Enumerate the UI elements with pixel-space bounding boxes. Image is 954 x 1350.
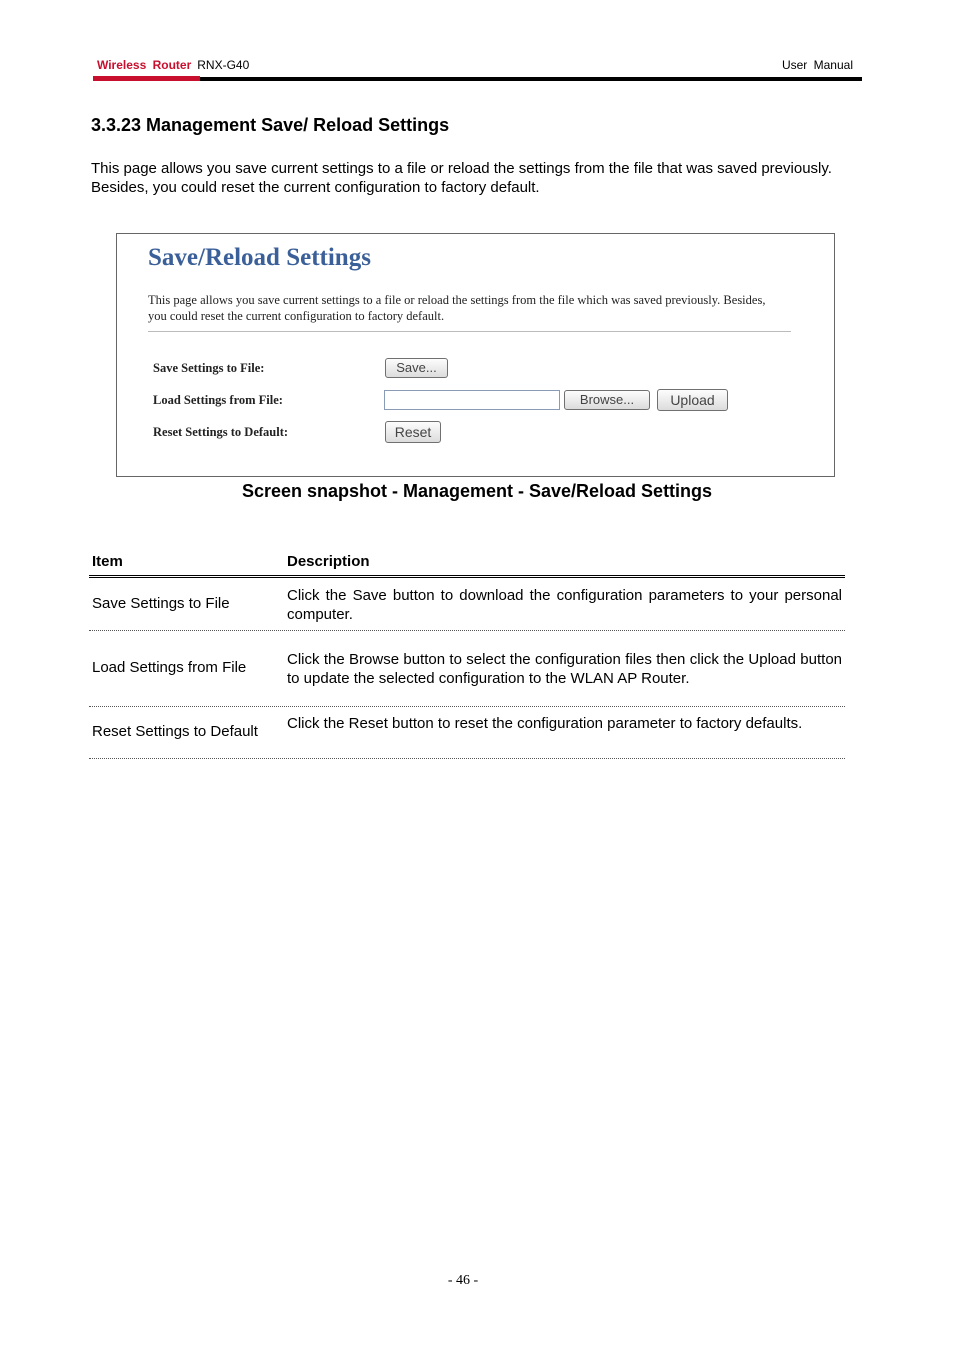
running-header-left [97,58,249,72]
section-title: 3.3.23 Management Save/ Reload Settings [91,115,450,135]
reset-button[interactable]: Reset [385,421,441,443]
save-button[interactable]: Save... [385,358,448,378]
row-separator [89,630,845,631]
screenshot-title: Save/Reload Settings [148,244,371,271]
reset-settings-label: Reset Settings to Default: [153,425,289,439]
doc-type: User Manual [781,58,853,72]
column-header-description: Description [287,553,370,570]
header-rule-bottom [89,577,845,578]
table-row-item: Load Settings from File [92,659,247,676]
column-header-item: Item [92,553,123,570]
screenshot-panel [116,233,835,477]
figure-caption: Screen snapshot - Management - Save/Reload Settings [241,481,713,501]
screenshot-divider [148,331,791,332]
screenshot-description: This page allows you save current settings to a file or reload the settings from the file which was saved previously. Besides, you could reset the current configuration to factory default. [148,293,766,323]
header-rule [93,77,862,81]
row-separator [89,758,845,759]
brand-name: Wireless Router [97,58,192,72]
file-path-input[interactable] [384,390,560,410]
model-name: RNX-G40 [197,58,250,72]
table-row-description: Click the Save button to download the configuration parameters to your personal computer. [287,587,842,623]
header-accent-rule [93,76,200,81]
table-row-item: Save Settings to File [92,595,230,612]
save-settings-label: Save Settings to File: [153,361,265,375]
upload-button[interactable]: Upload [657,389,728,411]
row-separator [89,706,845,707]
table-row-description: Click the Browse button to select the configuration files then click the Upload button to update the selected configuration to the WLAN AP Router. [287,651,842,687]
table-row-item: Reset Settings to Default [92,723,258,740]
page-number: - 46 - [447,1273,479,1288]
load-settings-label: Load Settings from File: [153,393,283,407]
header-rule-top [89,575,845,576]
browse-button[interactable]: Browse... [564,390,650,410]
table-row-description: Click the Reset button to reset the configuration parameter to factory defaults. [287,715,803,732]
section-intro: This page allows you save current settings to a file or reload the settings from the file that was saved previously. Besides, you could reset the current configuration to factory default. [91,160,832,196]
